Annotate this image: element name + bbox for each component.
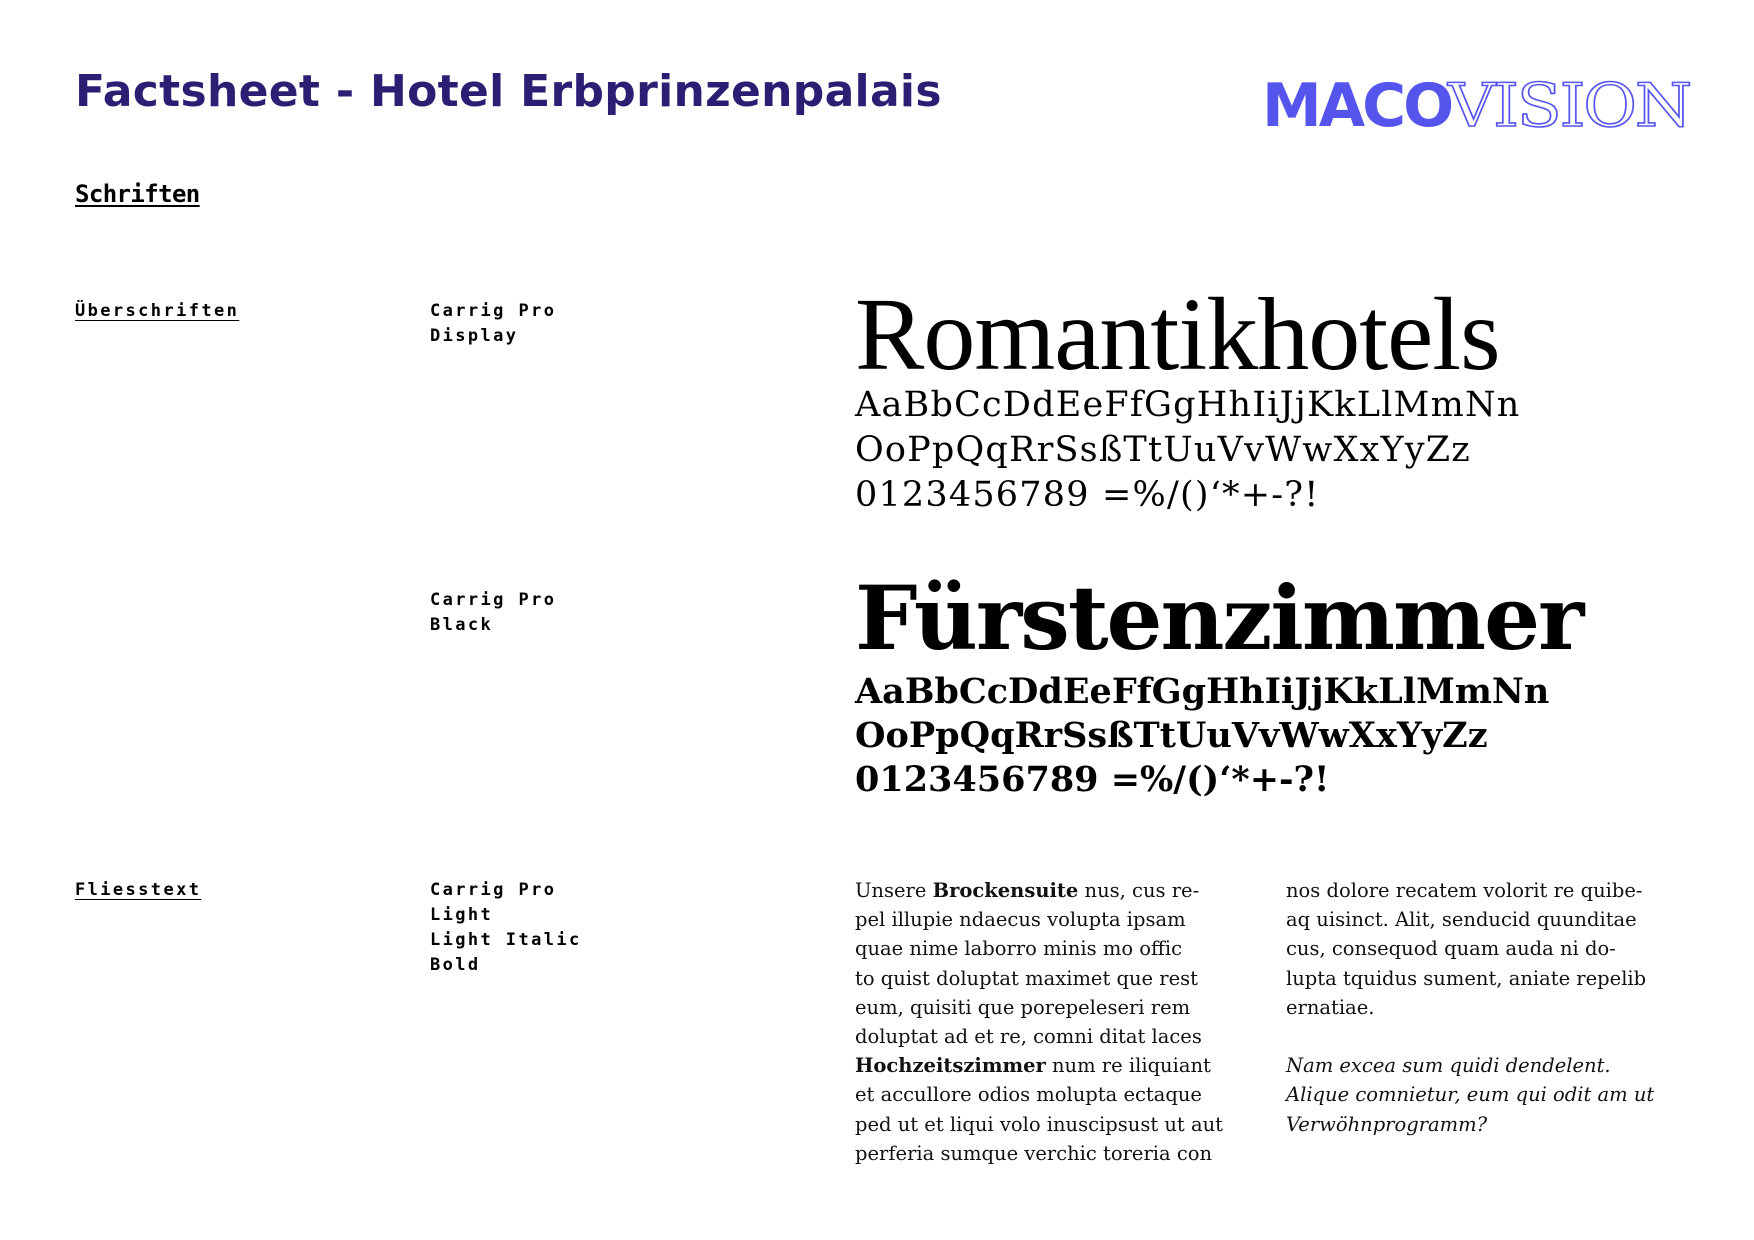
digits-line: 0123456789 =%/()‘*+-?! xyxy=(855,475,1320,515)
text-line: et accullore odios molupta ectaque xyxy=(855,1083,1202,1107)
category-label-body: Fliesstext xyxy=(75,880,202,900)
alphabet-line-2: OoPpQqRrSsßTtUuVvWwXxYyZz xyxy=(855,715,1488,756)
font-name-line: Light xyxy=(430,905,494,925)
text-line: to quist doluptat maximet que rest xyxy=(855,966,1198,990)
text-line: aq uisinct. Alit, senducid quunditae xyxy=(1286,908,1637,932)
font-name-line: Carrig Pro xyxy=(430,590,557,610)
text-line: Unsere Brockensuite nus, cus re- xyxy=(855,879,1200,902)
font-name-line: Display xyxy=(430,326,519,346)
font-name-line: Bold xyxy=(430,955,481,975)
text-line: quae nime laborro minis mo offic xyxy=(855,937,1183,961)
italic-line: Alique comnietur, eum qui odit am ut xyxy=(1286,1083,1655,1107)
logo-vision: VISION xyxy=(1446,71,1690,132)
text-line: doluptat ad et re, comni ditat laces xyxy=(855,1025,1202,1049)
alphabet-sample-display xyxy=(855,383,1521,518)
logo-maco: MACO xyxy=(1262,71,1452,132)
text-line: nos dolore recatem volorit re quibe- xyxy=(1286,879,1643,902)
body-text-column-2 xyxy=(1286,876,1654,1139)
body-text-column-1 xyxy=(855,876,1223,1168)
font-name-display xyxy=(430,299,556,349)
alphabet-sample-black xyxy=(855,670,1549,802)
italic-line: Verwöhnprogramm? xyxy=(1286,1112,1488,1136)
digits-line: 0123456789 =%/()‘*+-?! xyxy=(855,759,1330,800)
text-line: eum, quisiti que porepeleseri rem xyxy=(855,995,1191,1019)
alphabet-line-2: OoPpQqRrSsßTtUuVvWwXxYyZz xyxy=(855,430,1471,470)
text-line: lupta tquidus sument, aniate repelib xyxy=(1286,966,1647,990)
text-line: pel illupie ndaecus volupta ipsam xyxy=(855,908,1186,932)
font-name-line: Carrig Pro xyxy=(430,880,557,900)
section-heading: Schriften xyxy=(75,180,200,208)
category-label-headings: Überschriften xyxy=(75,301,240,321)
text-line: ped ut et liqui volo inuscipsust ut aut xyxy=(855,1112,1223,1136)
paragraph-gap xyxy=(1286,1022,1654,1051)
text-line: Hochzeitszimmer num re iliquiant xyxy=(855,1054,1211,1078)
font-name-line: Carrig Pro xyxy=(430,301,557,321)
font-name-line: Light Italic xyxy=(430,930,582,950)
sample-word-fuerstenzimmer: Fürstenzimmer xyxy=(855,566,1583,670)
text-line: perferia sumque verchic toreria con xyxy=(855,1141,1213,1165)
font-name-line: Black xyxy=(430,615,494,635)
text-line: cus, consequod quam auda ni do- xyxy=(1286,937,1616,961)
italic-line: Nam excea sum quidi dendelent. xyxy=(1286,1054,1611,1078)
text-line: ernatiae. xyxy=(1286,995,1375,1019)
font-name-black xyxy=(430,588,556,638)
macovision-logo xyxy=(1262,70,1692,132)
page-title: Factsheet - Hotel Erbprinzenpalais xyxy=(75,66,942,117)
sample-word-romantikhotels: Romantikhotels xyxy=(855,277,1500,392)
font-name-body xyxy=(430,878,582,978)
alphabet-line-1: AaBbCcDdEeFfGgHhIiJjKkLlMmNn xyxy=(855,385,1521,425)
alphabet-line-1: AaBbCcDdEeFfGgHhIiJjKkLlMmNn xyxy=(855,671,1550,712)
